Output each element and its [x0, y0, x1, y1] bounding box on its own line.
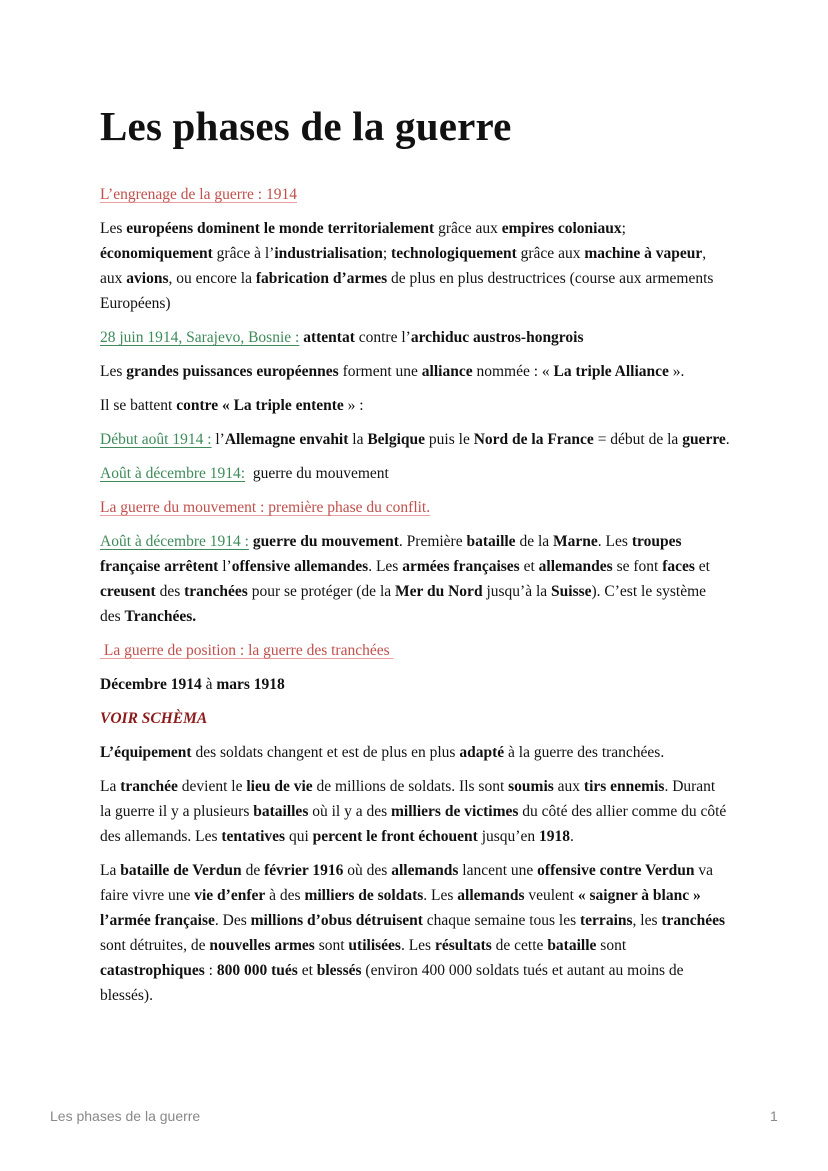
text: aux: [553, 778, 584, 795]
text: , aux: [100, 245, 707, 287]
bold-text: allemands: [391, 862, 459, 879]
bold-text: nouvelles armes: [209, 937, 315, 954]
text: .: [725, 431, 730, 448]
text: veulent: [524, 887, 578, 904]
bold-text: faces: [662, 558, 695, 575]
paragraph: [100, 325, 730, 350]
text: pour se protéger (de la: [247, 583, 396, 600]
text: . Les: [368, 558, 403, 575]
text: . Les: [423, 887, 458, 904]
bold-text: février 1916: [264, 862, 344, 879]
paragraph: Août à décembre 1914: guerre du mouvement: [100, 465, 389, 482]
text: jusqu’à la: [482, 583, 552, 600]
text: , ou encore la: [168, 270, 256, 287]
bold-text: soumis: [508, 778, 554, 795]
text: l’: [218, 558, 232, 575]
bold-text: mars 1918: [216, 676, 285, 693]
text: . Des: [214, 912, 251, 929]
text: de cette: [491, 937, 548, 954]
bold-text: grandes puissances européennes: [126, 363, 339, 380]
paragraph: [100, 774, 730, 849]
bold-text: tranchées: [661, 912, 726, 929]
text: sont détruites, de: [100, 937, 210, 954]
bold-text: résultats: [434, 937, 492, 954]
bold-text: guerre du mouvement: [252, 533, 399, 550]
bold-text: fabrication d’armes: [255, 270, 388, 287]
paragraph: [100, 529, 730, 629]
bold-text: Belgique: [367, 431, 426, 448]
bold-text: milliers de soldats: [304, 887, 424, 904]
text: la: [348, 431, 368, 448]
text: de plus en plus destructrices (course aux armements Européens): [100, 270, 714, 312]
text: = début de la: [593, 431, 683, 448]
bold-text: empires coloniaux: [501, 220, 622, 237]
bold-text: troupes française arrêtent: [100, 533, 682, 575]
bold-text: armées françaises: [402, 558, 520, 575]
text: devient le: [177, 778, 247, 795]
bold-text: catastrophiques: [100, 962, 205, 979]
bold-text: 1918: [538, 828, 570, 845]
bold-text: européens dominent le monde territorialement: [126, 220, 435, 237]
text: Il se battent: [100, 397, 177, 414]
text: ;: [382, 245, 392, 262]
bold-text: tentatives: [221, 828, 286, 845]
bold-text: Suisse: [551, 583, 592, 600]
text: l’: [211, 431, 225, 448]
bold-text: allemandes: [538, 558, 613, 575]
bold-text: blessés: [316, 962, 362, 979]
document-page: [100, 100, 730, 1017]
text: .: [569, 828, 574, 845]
paragraph: [100, 359, 730, 384]
text: se font: [612, 558, 663, 575]
bold-text: Marne: [553, 533, 598, 550]
bold-text: batailles: [253, 803, 309, 820]
page-title: Les phases de la guerre: [100, 103, 512, 149]
text: forment une: [338, 363, 422, 380]
paragraph: [100, 216, 730, 316]
text: des soldats changent et est de plus en plus: [191, 744, 460, 761]
text: Les: [100, 220, 127, 237]
bold-text: Nord de la France: [473, 431, 594, 448]
text: . Les: [597, 533, 632, 550]
text: contre l’: [354, 329, 411, 346]
paragraph: [100, 393, 730, 418]
bold-text: « saigner à blanc » l’armée française: [100, 887, 701, 929]
text: . Première: [398, 533, 467, 550]
date-label: Août à décembre 1914 :: [100, 533, 249, 550]
bold-text: 800 000 tués: [216, 962, 298, 979]
text: va faire vivre une: [100, 862, 713, 904]
paragraph: [100, 427, 730, 452]
text: sont: [596, 937, 627, 954]
paragraph: [100, 672, 730, 697]
text: grâce aux: [434, 220, 502, 237]
bold-text: adapté: [459, 744, 505, 761]
bold-text: Tranchées.: [124, 608, 197, 625]
text: grâce à l’: [212, 245, 275, 262]
text: . Durant la guerre il y a plusieurs: [100, 778, 716, 820]
text: lancent une: [458, 862, 538, 879]
bold-text: tranchée: [120, 778, 178, 795]
bold-text: avions: [126, 270, 169, 287]
section-heading-position: La guerre de position : la guerre des tranchées: [100, 642, 394, 659]
bold-text: archiduc austros-hongrois: [410, 329, 584, 346]
text: de: [241, 862, 265, 879]
section-heading-engrenage: L’engrenage de la guerre : 1914: [100, 186, 297, 203]
section-heading-mouvement: La guerre du mouvement : première phase du conflit.: [100, 499, 431, 516]
bold-text: L’équipement: [100, 744, 192, 761]
text: des: [155, 583, 185, 600]
text: » :: [343, 397, 364, 414]
text: ;: [621, 220, 626, 237]
bold-text: bataille: [547, 937, 597, 954]
text: de millions de soldats. Ils sont: [312, 778, 509, 795]
paragraph: [100, 858, 730, 1008]
text: qui: [285, 828, 313, 845]
bold-text: technologiquement: [391, 245, 517, 262]
bold-text: millions d’obus détruisent: [250, 912, 423, 929]
bold-text: guerre: [682, 431, 726, 448]
bold-text: percent le front échouent: [312, 828, 478, 845]
text: de la: [515, 533, 554, 550]
page-number: 1: [770, 1108, 778, 1124]
bold-text: bataille de Verdun: [120, 862, 242, 879]
text: La: [100, 778, 121, 795]
text: :: [204, 962, 217, 979]
bold-text: offensive contre Verdun: [537, 862, 695, 879]
text: grâce aux: [516, 245, 585, 262]
bold-text: Mer du Nord: [395, 583, 483, 600]
bold-text: Décembre 1914: [100, 676, 202, 693]
bold-text: Allemagne envahit: [224, 431, 349, 448]
text: puis le: [425, 431, 474, 448]
text: sont: [314, 937, 349, 954]
text: à la guerre des tranchées.: [504, 744, 665, 761]
text: et: [694, 558, 710, 575]
text: jusqu’en: [477, 828, 539, 845]
text: , les: [632, 912, 662, 929]
bold-text: contre « La triple entente: [176, 397, 344, 414]
bold-text: milliers de victimes: [391, 803, 519, 820]
text: à des: [265, 887, 305, 904]
text: Les: [100, 363, 127, 380]
bold-text: économiquement: [100, 245, 213, 262]
text: chaque semaine tous les: [422, 912, 581, 929]
text: où il y a des: [308, 803, 392, 820]
bold-text: La triple Alliance: [553, 363, 669, 380]
bold-text: bataille: [466, 533, 516, 550]
bold-text: tirs ennemis: [583, 778, 665, 795]
text: où des: [343, 862, 392, 879]
bold-text: allemands: [457, 887, 525, 904]
bold-text: tranchées: [184, 583, 248, 600]
text: ). C’est le système des: [100, 583, 707, 625]
bold-text: attentat: [303, 329, 355, 346]
text: ».: [668, 363, 685, 380]
footer-title: Les phases de la guerre: [50, 1108, 201, 1124]
text: nommée : «: [472, 363, 554, 380]
text: à: [201, 676, 217, 693]
bold-text: vie d’enfer: [194, 887, 266, 904]
bold-text: machine à vapeur: [584, 245, 703, 262]
text: La: [100, 862, 121, 879]
text: . Les: [400, 937, 435, 954]
bold-text: alliance: [421, 363, 473, 380]
date-label: Début août 1914 :: [100, 431, 212, 448]
bold-text: creusent: [100, 583, 156, 600]
text: et: [519, 558, 539, 575]
bold-text: industrialisation: [274, 245, 383, 262]
paragraph: [100, 740, 730, 765]
text: (environ 400 000 soldats tués et autant au moins de blessés).: [100, 962, 684, 1004]
voir-schema-label: VOIR SCHÈMA: [100, 710, 208, 727]
date-label: 28 juin 1914, Sarajevo, Bosnie :: [100, 329, 300, 346]
bold-text: utilisées: [348, 937, 401, 954]
bold-text: offensive allemandes: [231, 558, 369, 575]
bold-text: lieu de vie: [246, 778, 313, 795]
date-label: Août à décembre 1914:: [100, 465, 246, 482]
bold-text: terrains: [580, 912, 633, 929]
text: du côté des allier comme du côté des allemands. Les: [100, 803, 727, 845]
text: et: [297, 962, 317, 979]
